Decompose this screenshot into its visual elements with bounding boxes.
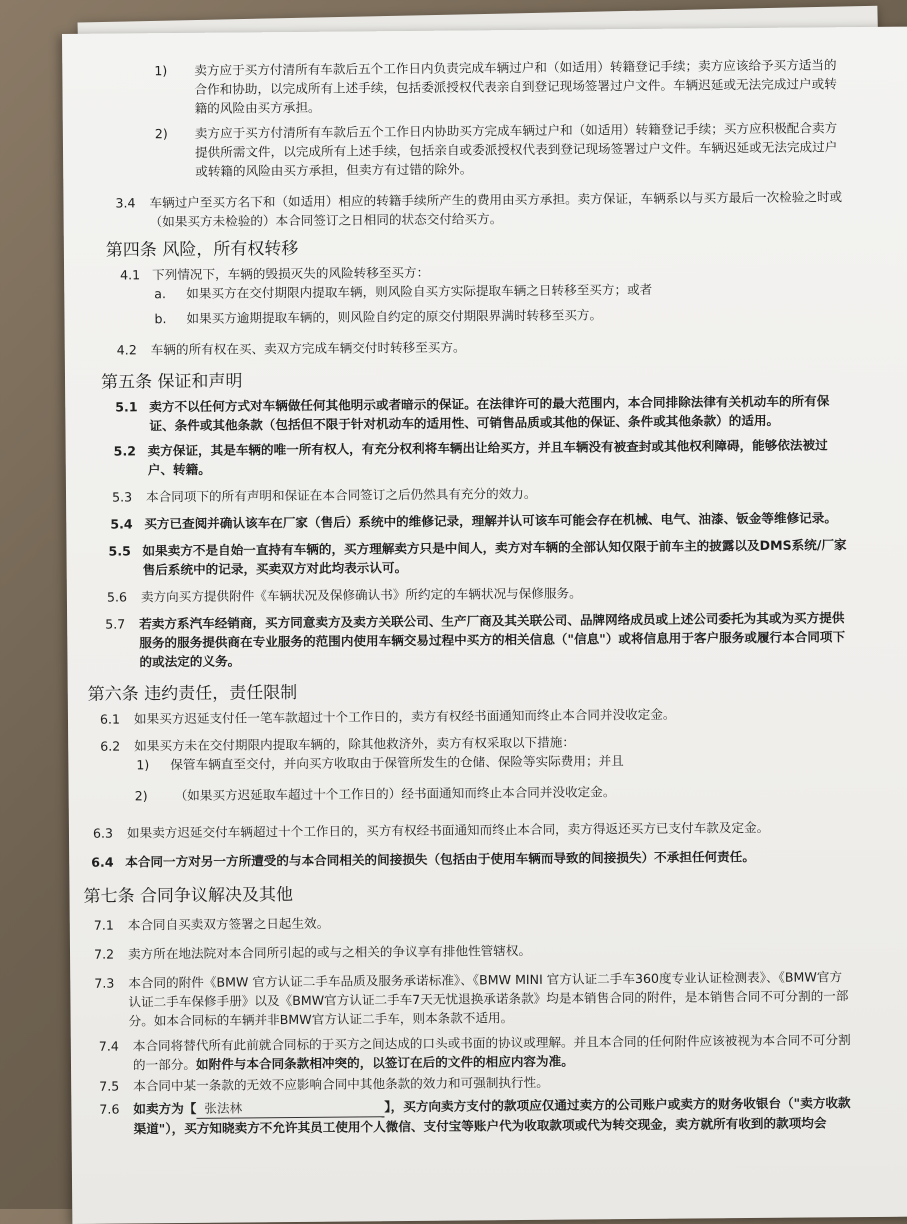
- clause-number: a.: [154, 286, 167, 302]
- clause-7-5: [85, 1070, 855, 1096]
- clause-7-1: [84, 909, 854, 935]
- clause-7-3: [84, 967, 854, 1031]
- clause-3-4: [77, 187, 847, 232]
- clause-text: 本合同项下的所有声明和保证在本合同签订之后仍然具有充分的效力。: [145, 485, 537, 505]
- clause-number: 1): [154, 63, 168, 79]
- clause-text: 如果卖方迟延交付车辆超过十个工作日的，买方有权经书面通知而终止本合同，卖方得返还买方已支付车款及定金。: [126, 819, 770, 841]
- article-5-heading: [73, 365, 849, 394]
- clause-number: 6.1: [99, 711, 121, 727]
- clause-text: [133, 1030, 855, 1074]
- clause-text: 若卖方系汽车经销商，买方同意卖方及卖方关联公司、生产厂商及其关联公司、品牌网络成员或上述公司委托为其或为买方提供服务的服务提供商在专业服务的范围内使用车辆交易过程中买方的相关信息（"信息"）或将信息用于客户服务或履行本合同项下的或法定的义务。: [139, 610, 846, 670]
- clause-number: 6.2: [100, 738, 121, 754]
- clause-text: 保管车辆直至交付，并向买方收取由于保管所发生的仓储、保险等实际费用；并且: [170, 753, 624, 773]
- handwritten-name-field: 张法林: [196, 1097, 384, 1119]
- clause-text: 如果买方逾期提取车辆的，则风险自约定的原交付期限界满时转移至买方。: [186, 307, 603, 326]
- clause-number: 5.7: [105, 616, 126, 632]
- clause-5-4: [80, 508, 850, 534]
- clause-text: [133, 1093, 855, 1138]
- clause-number: 7.5: [99, 1078, 120, 1094]
- clause-text: 车辆的所有权在买、卖双方完成车辆交付时转移至买方。: [150, 339, 466, 358]
- clause-number: 5.4: [110, 516, 133, 532]
- clause-number: 7.3: [94, 975, 115, 991]
- clause-text: 车辆过户至买方名下和（如适用）相应的转籍手续所产生的费用由买方承担。卖方保证，车辆系以与买方最后一次检验之时或（如果买方未检验的）本合同签订之日相同的状态交付给买方。: [149, 189, 843, 230]
- clause-number: 1): [136, 757, 150, 773]
- clause-text: 卖方应于买方付清所有车款后五个工作日内协助买方完成车辆过户和（如适用）转籍登记手续；买方应积极配合卖方提供所需文件，以完成所有上述手续，包括亲自或委派授权代表到登记现场签署过户文件。车辆迟延或无法完成过户或转籍的风险由买方承担，但卖方有过错的除外。: [194, 120, 838, 179]
- clause-number: 4.1: [120, 267, 141, 283]
- clause-4-1-b: [78, 303, 848, 329]
- clause-number: 2): [154, 126, 168, 142]
- contract-page: [62, 27, 907, 1224]
- heading-text: 第六条 违约责任，责任限制: [87, 682, 298, 705]
- clause-5-1: [79, 391, 849, 436]
- clause-number: 7.6: [99, 1101, 120, 1117]
- clause-text: 如果买方未在交付期限内提取车辆的，除其他救济外，卖方有权采取以下措施：: [134, 734, 576, 754]
- clause-number: 3.4: [115, 195, 136, 211]
- contract-body: [76, 55, 855, 1139]
- clause-text: 本合同一方对另一方所遭受的与本合同相关的间接损失（包括由于使用车辆而导致的间接损失）不承担任何责任。: [125, 848, 755, 870]
- clause-3-3-1: [76, 55, 846, 119]
- clause-number: 5.2: [113, 443, 137, 459]
- clause-6-1: [82, 703, 852, 729]
- clause-text-bold: 如附件与本合同条款相冲突的，以签订在后的文件的相应内容为准。: [195, 1053, 574, 1072]
- clause-number: 7.1: [93, 917, 114, 933]
- clause-number: 6.4: [91, 854, 114, 870]
- clause-text: （如果买方迟延取车超过十个工作日的）经书面通知而终止本合同并没收定金。: [174, 784, 616, 804]
- clause-text: 卖方向买方提供附件《车辆状况及保修确认书》所约定的车辆状况与保修服务。: [140, 585, 582, 605]
- clause-number: 5.6: [106, 589, 128, 605]
- clause-7-2: [84, 938, 854, 964]
- clause-text: 本合同的附件《BMW 官方认证二手车品质及服务承诺标准》、《BMW MINI 官方认证二手车360度专业认证检测表》、《BMW官方认证二手车保修手册》以及《BMW官方认证二手车7天无忧退换承诺条款》均是本销售合同的附件，是本销售合同不可分割的一部分。如本合同标的车辆并非BMW官方认证二手车，则本条款不适用。: [128, 969, 849, 1029]
- clause-text: 买方已查阅并确认该车在厂家（售后）系统中的维修记录，理解并认可该车可能会存在机械、电气、油漆、钣金等维修记录。: [144, 510, 837, 532]
- clause-number: 7.2: [93, 946, 115, 962]
- clause-text: 下列情况下，车辆的毁损灭失的风险转移至买方：: [152, 264, 430, 283]
- clause-4-2: [79, 334, 849, 360]
- clause-text: 如果买方在交付期限内提取车辆，则风险自买方实际提取车辆之日转移至买方；或者: [186, 281, 653, 301]
- clause-number: 5.5: [108, 543, 131, 559]
- clause-number: 6.3: [92, 825, 114, 841]
- clause-text: 如果买方迟延支付任一笔车款超过十个工作日的，卖方有权经书面通知而终止本合同并没收定金。: [133, 706, 676, 727]
- clause-text: 卖方应于买方付清所有车款后五个工作日内负责完成车辆过户和（如适用）转籍登记手续；卖方应该给予买方适当的合作和协助，以完成所有上述手续，包括委派授权代表亲自到登记现场签署过户文件。车辆迟延或无法完成过户或转籍的风险由买方承担。: [194, 57, 837, 116]
- clause-6-4: [83, 846, 853, 872]
- clause-5-2: [80, 435, 850, 480]
- article-6-heading: [76, 677, 852, 706]
- clause-text: 卖方所在地法院对本合同所引起的或与之相关的争议享有排他性管辖权。: [127, 942, 532, 962]
- heading-text: 第四条 风险，所有权转移: [105, 238, 299, 261]
- clause-text-pre: 如卖方为【: [133, 1100, 197, 1117]
- clause-5-7: [81, 608, 851, 672]
- clause-text: 本合同中某一条款的无效不应影响合同中其他条款的效力和可强制执行性。: [133, 1074, 549, 1094]
- clause-number: b.: [154, 311, 167, 327]
- article-4-heading: [72, 233, 848, 262]
- clause-5-5: [80, 535, 850, 580]
- article-7-heading: [77, 879, 853, 908]
- clause-text: 本合同自买卖双方签署之日起生效。: [127, 915, 330, 933]
- clause-text: 卖方不以任何方式对车辆做任何其他明示或者暗示的保证。在法律许可的最大范围内，本合同排除法律有关机动车的所有保证、条件或其他条款（包括但不限于针对机动车的适用性、可销售品质或其他的保证、条件或其他条款）的适用。: [149, 393, 830, 434]
- clause-number: 7.4: [98, 1038, 119, 1054]
- clause-number: 4.2: [116, 342, 137, 358]
- clause-3-3-2: [77, 118, 847, 182]
- clause-7-4: [85, 1030, 855, 1075]
- clause-5-6: [81, 581, 851, 607]
- clause-number: 2): [134, 788, 148, 804]
- clause-text: 卖方保证，其是车辆的唯一所有权人，有充分权利将车辆出让给买方，并且车辆没有被查封或其他权利障碍，能够依法被过户、转籍。: [147, 437, 828, 478]
- clause-number: 5.3: [111, 489, 133, 505]
- clause-6-3: [83, 817, 853, 843]
- clause-6-2-2: [83, 780, 853, 806]
- clause-number: 5.1: [115, 399, 138, 415]
- clause-text: 如果卖方不是自始一直持有车辆的，买方理解卖方只是中间人，卖方对车辆的全部认知仅限于前车主的披露以及DMS系统/厂家售后系统中的记录，买卖双方对此均表示认可。: [142, 537, 847, 578]
- clause-7-6: [85, 1093, 855, 1139]
- clause-text-part: 本合同将替代所有此前就合同标的于买方之间达成的口头或书面的协议或理解。并且本合同的任何附件应该被视为本合同不可分割的一部分。: [132, 1032, 851, 1073]
- clause-5-3: [80, 481, 850, 507]
- heading-text: 第五条 保证和声明: [100, 371, 243, 393]
- clause-text-post: 】，买方向卖方支付的款项应仅通过卖方的公司账户或卖方的财务收银台（"卖方收款渠道"），买方知晓卖方不允许其员工使用个人微信、支付宝等账户代为收取款项或代为转交现金，卖方就所有收到的款项均会: [133, 1095, 851, 1137]
- heading-text: 第七条 合同争议解决及其他: [83, 885, 294, 907]
